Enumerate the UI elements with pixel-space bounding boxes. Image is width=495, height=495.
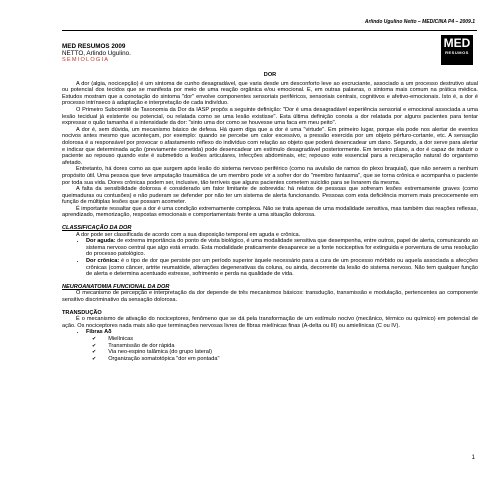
transduction-heading: TRANSDUÇÃO [62,309,102,316]
neuroanatomy-text: O mecanismo de percepção e interpretação da dor depende de três mecanismos básicos: transdução, transmissão e modulação, pertencentes ao componente sensitivo discriminativo da sensação dolorosa. [62,290,478,303]
brand-author: NETTO, Arlindo Ugulino. [62,50,131,57]
classification-intro: A dor pode ser classificada de acordo com a sua disposição temporal em aguda e crônica. [76,231,301,238]
list-item: ✔ Organização somatotópica "dor em pontada" [92,356,478,363]
logo-top-text: MED [443,36,471,50]
list-item: ✔ Mielínicas [92,336,478,343]
paragraph-6: É importante ressaltar que a dor é uma condição extremamente complexa. Não se trata apenas de uma modalidade sensitiva, mas também das reações reflexas, aprendizado, memorização, respostas emocionais e comportamentais frente a uma situação dolorosa. [62,205,478,219]
list-item [86,258,478,278]
neuroanatomy-heading: NEUROANATOMIA FUNCIONAL DA DOR [62,283,170,290]
fiber-title: • Fibras Aδ [86,329,478,336]
brand-subject: SEMIOLOGIA [62,57,110,63]
running-title: Arlindo Ugulino Netto – MEDICINA P4 – 2009.1 [364,19,475,25]
paragraph-4: Entretanto, há dores como as que surgem após lesão do sistema nervoso periférico (como na avulsão de ramos do plexo braquial), que não servem a nenhum propósito útil. Uma pessoa que teve amputação traumática de um membro pode vir a sofrer dor do "membro fantasma", que se torna crônica e acompanha o paciente por toda sua vida. Dores crônicas podem ser, inclusive, tão terríveis que alguns pacientes cometem suicídio para se livrarem da mesma. [62,166,478,186]
classification-heading: CLASSIFICAÇÃO DA DOR [62,225,132,232]
page-title: DOR [263,72,277,78]
document-body [62,72,478,362]
fiber-list [62,329,478,336]
list-item: ✔ Transmissão de dor rápida [92,343,478,350]
brand-title: MED RESUMOS 2009 [62,43,126,50]
paragraph-3: A dor é, sem dúvida, um mecanismo básico de defesa. Há quem diga que a dor é uma "virtude". Em primeiro lugar, porque ela pode nos alertar de eventos nocivos antes mesmo que aconteçam, por exemplo: quando se percebe um calor excessivo, a pressão exercida por um objeto pérfuro-cortante, etc. A sensação dolorosa é a responsável por provocar o afastamento reflexo do indivíduo com relação ao objeto que poderá desencadear um dano. Segundo, a dor serve para alertar e indicar que determinada ação (previamente cometida) pode desencadear um estímulo desagradável posteriormente. Em terceiro plano, a dor é capaz de induzir o paciente ao repouso quando este é submetido a lesões articulares, infecções abdominais, etc; repouso este essencial para a recuperação natural do organismo afetado. [62,126,478,166]
page-number: 1 [471,455,475,461]
list-item-text: é o tipo de dor que persiste por um período superior àquele necessário para a cura de um processo mórbido ou aquela associada a afecções crônicas (como câncer, artrite reumatóide, alterações degenerativas da coluna, ou ainda, decorrente da lesão do sistema nervoso. Não tem qualquer função de alerta e determina acentuado estresse, sofrimento e perda na qualidade de vida. [86,258,479,278]
classification-list [62,238,478,278]
list-item [86,238,478,258]
list-item-term: Dor crônica: [86,258,120,265]
list-item-text: de extrema importância do ponto de vista biológico, é uma modalidade sensitiva que desempenha, entre outros, papel de alerta, comunicando ao sistema nervoso central que algo está errado. Esta modalidade praticamente desaparece se a fonte nociceptiva for extinguida e porventura de uma resolução do processo patológico. [86,238,478,258]
fiber-properties [92,336,478,362]
logo-bottom-text: RESUMOS [445,50,469,55]
paragraph-2: O Primeiro Subcomitê de Taxonomia da Dor da IASP propôs a seguinte definição: "Dor é uma desagradável experiência sensorial e emocional associada a uma lesão tecidual já existente ou potencial, ou relatada como se uma lesão existisse". Esta última definição conota a dor relatada por alguns pacientes para tentar expressar o quão tamanha é a intensidade da dor: "sinto uma dor como se houvesse uma faca em meu peito". [62,106,478,127]
med-resumos-logo [441,35,473,65]
paragraph-1: A dor (algia, nocicepção) é um sintoma de cunho desagradável, que varia desde um desconforto leve ao excruciante, associado a um processo destrutivo atual ou potencial dos tecidos que se manifesta por meio de uma reação orgânica e/ou emocional. E, em outras palavras, o sintoma mais comum na prática médica. Estudos mostram que a conotação do sintoma "dor" envolve componentes sensoriais periféricos, sensoriais centrais, cognitivos e afetivo-emocionais. Isto é, a dor é processo intrínseco à adaptação e interpretação de cada indivíduo. [62,80,478,107]
header-divider [62,30,477,31]
list-item: ✔ Via neo-espino talâmica (do grupo lateral) [92,349,478,356]
brand-block [62,43,131,64]
transduction-text: É o mecanismo de ativação do nociceptores, fenômeno que se dá pela transformação de um estímulo nocivo (mecânico, térmico ou químico) em potencial de ação. Os nociceptores nada mais são que terminações nervosas livres de fibras mielínicas finas (A-delta ou III) ou amielínicas (C ou IV). [62,316,478,329]
paragraph-5: A falta da sensibilidade dolorosa é considerado um fator limitante de sobrevida: há relatos de pessoas que sofreram lesões extremamente graves (como queimaduras ou contusões) e não puderam se defender por não ter um sistema de alerta funcionando. Pessoas com esta deficiência morrem mais precocemente em função de múltiplas lesões que possam acometer. [62,186,478,206]
list-item-term: Dor aguda: [86,238,116,245]
